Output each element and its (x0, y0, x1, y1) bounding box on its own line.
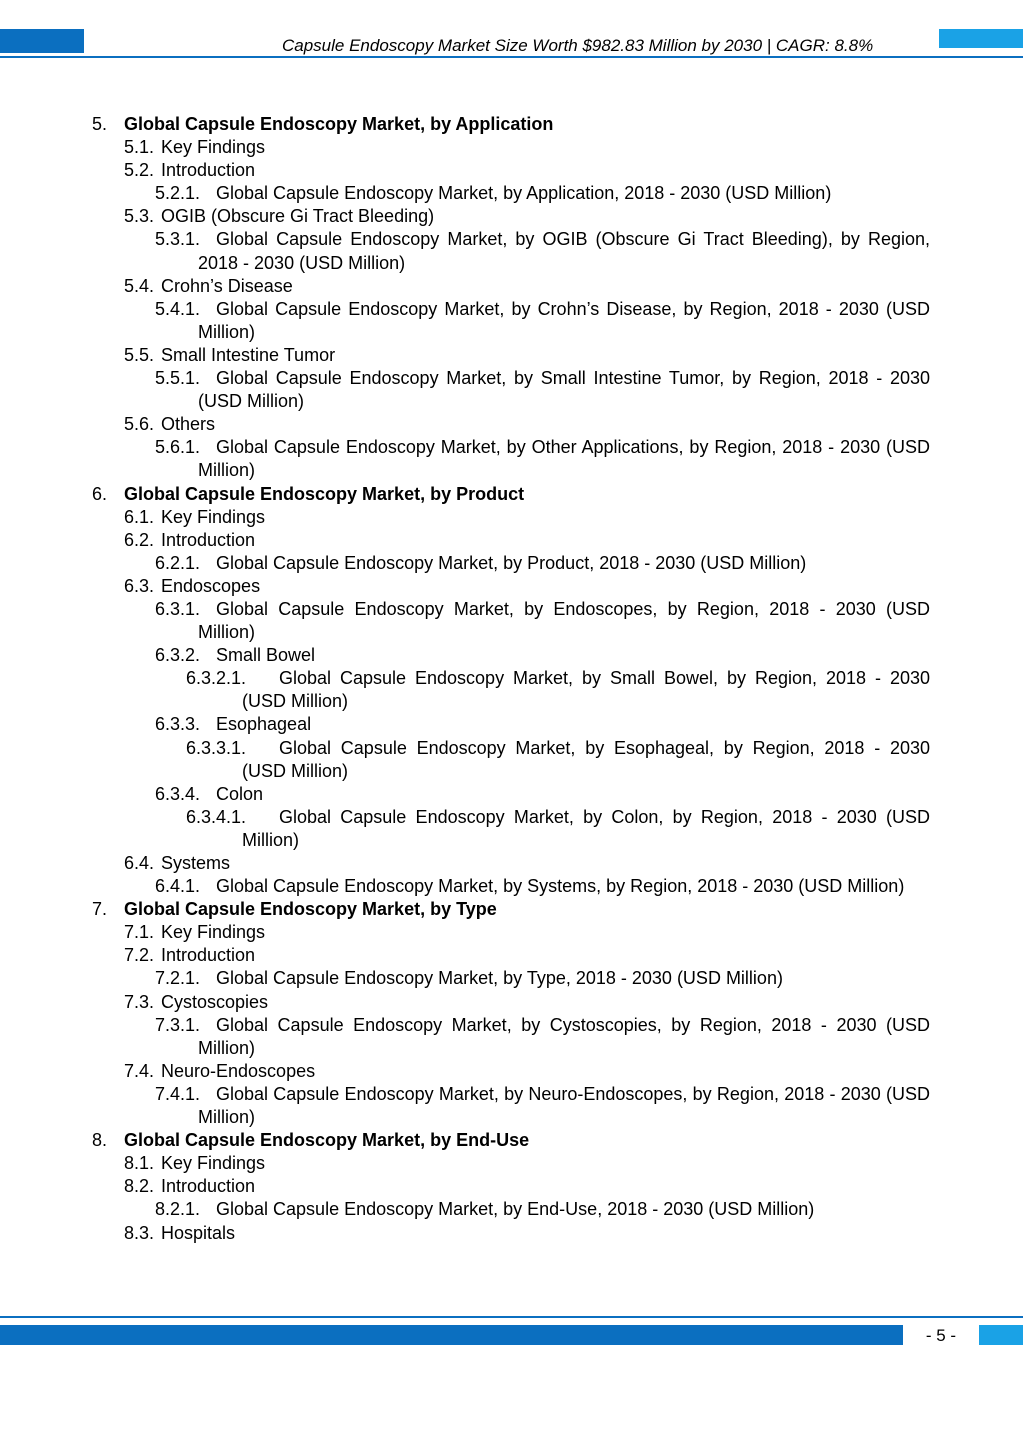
toc-entry-number: 8. (92, 1130, 108, 1151)
toc-entry (0, 575, 1023, 598)
toc-entry-number: 6.2.1. (155, 552, 201, 573)
toc-entry (0, 1014, 1023, 1060)
toc-entry (0, 1222, 1023, 1245)
toc-entry-title: Key Findings (161, 506, 266, 527)
toc-entry (0, 113, 1023, 136)
header-title: Capsule Endoscopy Market Size Worth $982.83 Million by 2030 | CAGR: 8.8% (282, 36, 874, 55)
toc-entry-number: 6.3.4. (155, 783, 201, 804)
toc-entry-number: 7.4. (124, 1060, 155, 1081)
toc-entry-title: Global Capsule Endoscopy Market, by Product (124, 483, 525, 504)
toc-entry-title: Global Capsule Endoscopy Market, by Systems, by Region, 2018 - 2030 (USD Million) (216, 876, 905, 897)
toc-entry-number: 6.3.2.1. (186, 668, 247, 689)
toc-entry (0, 1198, 1023, 1221)
toc-entry-title: Global Capsule Endoscopy Market, by End-Use (124, 1130, 530, 1151)
toc-entry-title: Global Capsule Endoscopy Market, by Colon, by Region, 2018 - 2030 (USD Million) (242, 806, 930, 850)
toc-entry-title: OGIB (Obscure Gi Tract Bleeding) (161, 206, 435, 227)
toc-entry (0, 598, 1023, 644)
toc-entry-number: 7.4.1. (155, 1083, 201, 1104)
toc-entry (0, 344, 1023, 367)
toc-entry-number: 5.2.1. (155, 183, 201, 204)
toc-entry-number: 7.2.1. (155, 968, 201, 989)
toc-entry-title: Global Capsule Endoscopy Market, by Other Applications, by Region, 2018 - 2030 (USD Million) (198, 437, 930, 481)
toc-entry-title: Systems (161, 853, 231, 873)
toc-entry (0, 436, 1023, 482)
page-number: - 5 - (925, 1326, 957, 1345)
toc-entry-title: Esophageal (216, 714, 312, 735)
toc-entry-number: 7.3.1. (155, 1014, 201, 1035)
toc-entry (0, 1060, 1023, 1083)
toc-entry (0, 483, 1023, 506)
toc-entry-title: Colon (216, 783, 264, 804)
toc-entry-number: 5.4. (124, 275, 155, 296)
toc-entry-title: Global Capsule Endoscopy Market, by Application, 2018 - 2030 (USD Million) (216, 183, 832, 204)
toc-entry (0, 806, 1023, 852)
toc-entry (0, 298, 1023, 344)
toc-entry-number: 6.2. (124, 529, 155, 550)
toc-entry-title: Global Capsule Endoscopy Market, by End-Use, 2018 - 2030 (USD Million) (216, 1199, 815, 1220)
toc-entry (0, 991, 1023, 1014)
toc-entry-title: Global Capsule Endoscopy Market, by Small Intestine Tumor, by Region, 2018 - 2030 (USD Million) (198, 368, 930, 412)
toc-entry (0, 136, 1023, 159)
toc-entry-title: Small Bowel (216, 645, 316, 666)
toc-entry (0, 1129, 1023, 1152)
toc-entry-number: 6.1. (124, 506, 155, 527)
toc-entry (0, 967, 1023, 990)
toc-entry-title: Key Findings (161, 922, 266, 943)
toc-entry-title: Global Capsule Endoscopy Market, by Product, 2018 - 2030 (USD Million) (216, 552, 807, 573)
toc-entry (0, 898, 1023, 921)
toc-entry-number: 6.3.4.1. (186, 806, 247, 827)
toc-entry-title: Global Capsule Endoscopy Market, by Cystoscopies, by Region, 2018 - 2030 (USD Million) (198, 1014, 930, 1058)
toc-entry (0, 852, 1023, 875)
footer-accent-bar-left (0, 1325, 903, 1345)
toc-entry-number: 7.3. (124, 991, 155, 1012)
toc-entry-number: 6.4.1. (155, 876, 201, 897)
toc-entry-title: Endoscopes (161, 575, 261, 596)
toc-entry-number: 7. (92, 899, 108, 920)
toc-entry-number: 5.5.1. (155, 368, 201, 389)
toc-entry-number: 5.6. (124, 414, 155, 435)
toc-entry-title: Introduction (161, 160, 256, 181)
toc-entry (0, 644, 1023, 667)
toc-entry-title: Global Capsule Endoscopy Market, by OGIB (Obscure Gi Tract Bleeding), by Region, 2018 - 2030 (USD Million) (198, 229, 930, 273)
toc-entry (0, 275, 1023, 298)
toc-entry-title: Others (161, 414, 216, 435)
toc-entry (0, 944, 1023, 967)
table-of-contents (0, 113, 1023, 1245)
toc-entry-title: Key Findings (161, 137, 266, 158)
footer-divider (0, 1316, 1023, 1318)
toc-entry-title: Global Capsule Endoscopy Market, by Small Bowel, by Region, 2018 - 2030 (USD Million) (242, 668, 930, 712)
toc-entry-number: 7.2. (124, 945, 155, 966)
toc-entry-title: Global Capsule Endoscopy Market, by Esophageal, by Region, 2018 - 2030 (USD Million) (242, 737, 930, 781)
toc-entry-title: Hospitals (161, 1222, 236, 1243)
toc-entry-number: 6.3. (124, 575, 155, 596)
toc-entry (0, 205, 1023, 228)
toc-entry-number: 6.4. (124, 853, 155, 873)
toc-entry (0, 921, 1023, 944)
toc-entry (0, 713, 1023, 736)
toc-entry-number: 6.3.3. (155, 714, 201, 735)
toc-entry-number: 8.2.1. (155, 1199, 201, 1220)
header-divider (0, 56, 1023, 58)
toc-entry-number: 5.3. (124, 206, 155, 227)
toc-entry-number: 6.3.3.1. (186, 737, 247, 758)
toc-entry-number: 6.3.1. (155, 598, 201, 619)
toc-entry-number: 5.6.1. (155, 437, 201, 458)
toc-entry (0, 228, 1023, 274)
toc-entry-title: Crohn’s Disease (161, 275, 293, 296)
toc-entry-number: 6. (92, 483, 108, 504)
toc-entry (0, 1175, 1023, 1198)
toc-entry-title: Introduction (161, 945, 256, 966)
toc-entry-number: 5.5. (124, 344, 155, 365)
toc-entry (0, 413, 1023, 436)
toc-entry-number: 5.4.1. (155, 298, 201, 319)
toc-entry-number: 6.3.2. (155, 645, 201, 666)
toc-entry (0, 182, 1023, 205)
toc-entry-number: 5.2. (124, 160, 155, 181)
toc-entry (0, 737, 1023, 783)
toc-entry-title: Key Findings (161, 1153, 266, 1174)
header-accent-bar-right (939, 29, 1023, 48)
toc-entry (0, 875, 1023, 898)
toc-entry-number: 5.1. (124, 137, 155, 158)
toc-entry-number: 7.1. (124, 922, 155, 943)
toc-entry-title: Global Capsule Endoscopy Market, by Type (124, 899, 497, 920)
toc-entry-number: 5.3.1. (155, 229, 201, 250)
toc-entry-title: Cystoscopies (161, 991, 269, 1012)
toc-entry-title: Small Intestine Tumor (161, 344, 336, 365)
toc-entry-number: 8.3. (124, 1222, 155, 1243)
toc-entry (0, 1152, 1023, 1175)
toc-entry-title: Global Capsule Endoscopy Market, by Endoscopes, by Region, 2018 - 2030 (USD Million) (198, 598, 930, 643)
toc-entry-title: Global Capsule Endoscopy Market, by Type, 2018 - 2030 (USD Million) (216, 968, 783, 989)
header-accent-bar-left (0, 29, 84, 53)
toc-entry-number: 5. (92, 114, 108, 134)
toc-entry (0, 552, 1023, 575)
toc-entry (0, 367, 1023, 413)
footer-accent-bar-right (979, 1325, 1023, 1345)
toc-entry-title: Global Capsule Endoscopy Market, by Application (124, 114, 554, 134)
toc-entry (0, 506, 1023, 529)
toc-entry (0, 159, 1023, 182)
toc-entry-number: 8.1. (124, 1153, 155, 1174)
toc-entry-title: Introduction (161, 529, 256, 550)
toc-entry (0, 1083, 1023, 1129)
toc-entry (0, 667, 1023, 713)
toc-entry (0, 529, 1023, 552)
toc-entry (0, 783, 1023, 806)
toc-entry-title: Neuro-Endoscopes (161, 1060, 316, 1081)
toc-entry-number: 8.2. (124, 1176, 155, 1197)
toc-entry-title: Global Capsule Endoscopy Market, by Crohn’s Disease, by Region, 2018 - 2030 (USD Million) (198, 298, 930, 342)
toc-entry-title: Introduction (161, 1176, 256, 1197)
toc-entry-title: Global Capsule Endoscopy Market, by Neuro-Endoscopes, by Region, 2018 - 2030 (USD Million) (198, 1083, 930, 1128)
